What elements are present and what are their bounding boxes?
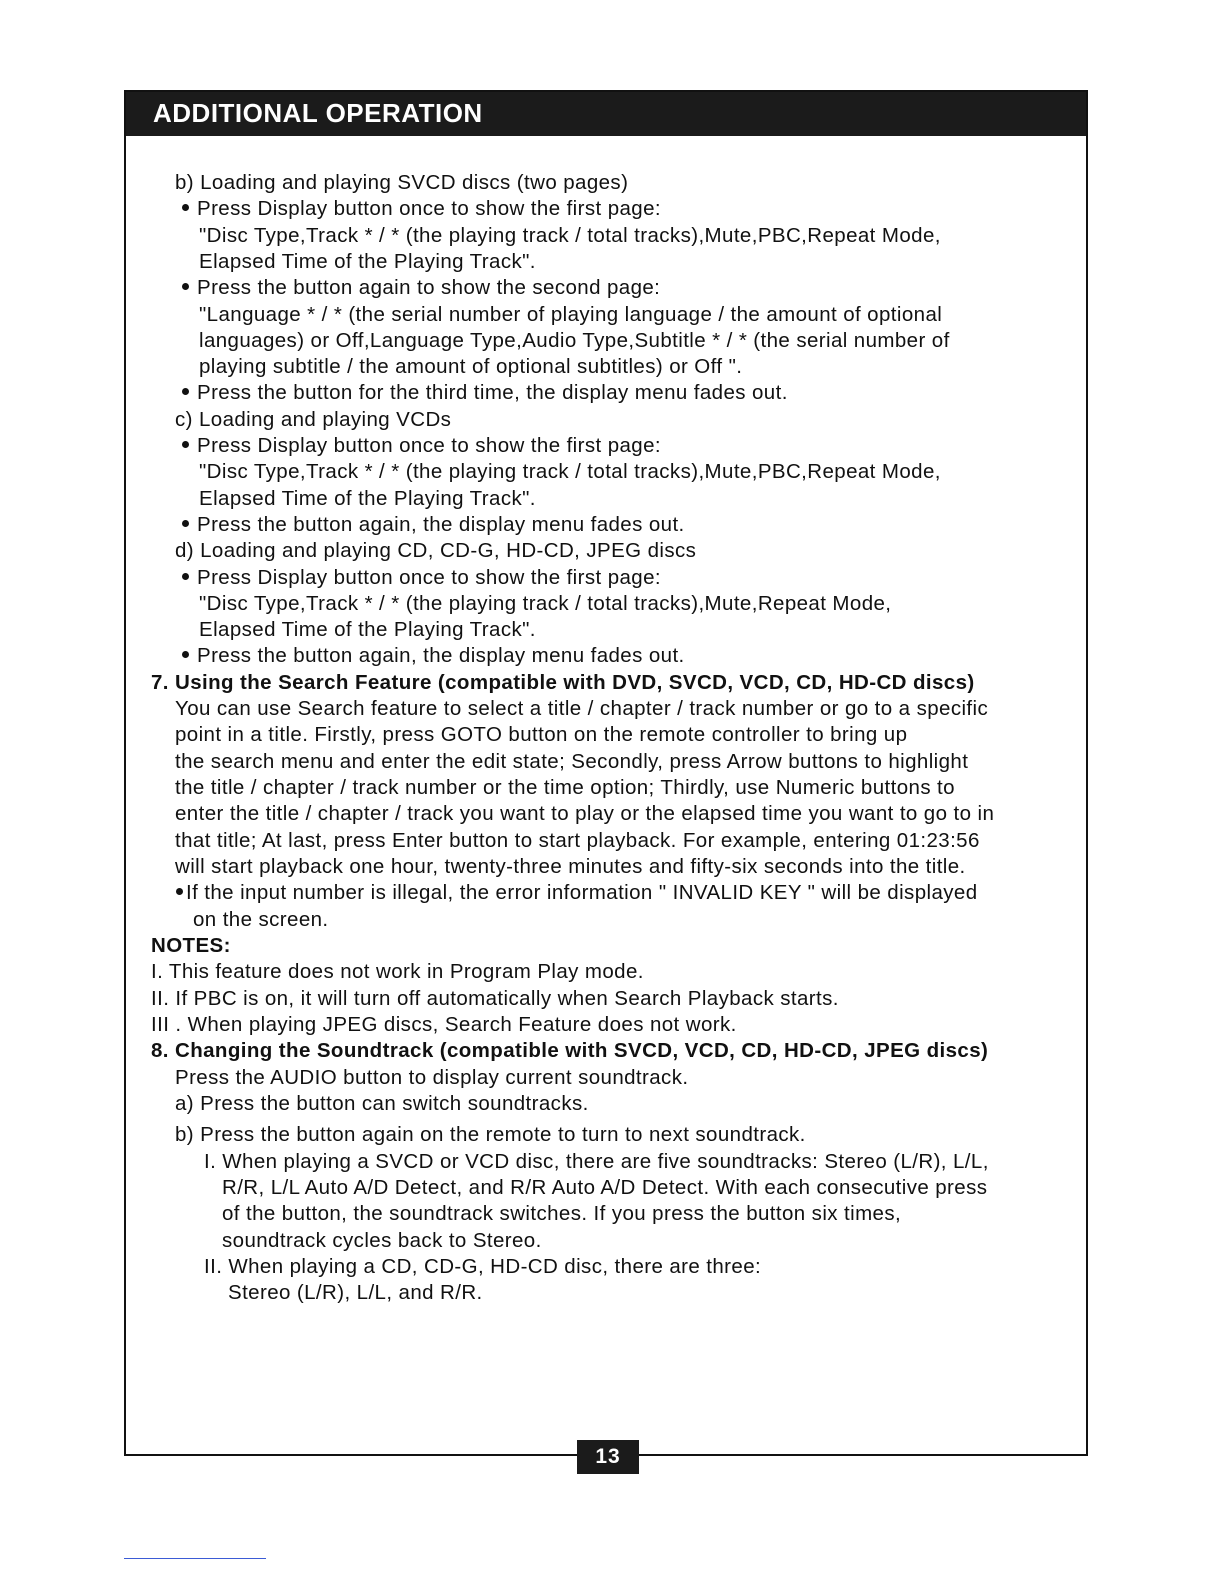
sub-heading-cd: d) Loading and playing CD, CD-G, HD-CD, JPEG discs (175, 539, 697, 562)
bullet-item (182, 565, 661, 591)
text-line: the search menu and enter the edit state; Secondly, press Arrow buttons to highlight (175, 750, 969, 773)
text-line: II. When playing a CD, CD-G, HD-CD disc, there are three: (204, 1255, 762, 1278)
bullet-icon (182, 520, 189, 527)
bullet-icon (176, 888, 183, 895)
sub-heading-vcd: c) Loading and playing VCDs (175, 408, 452, 431)
bullet-item (176, 880, 978, 906)
text-line: on the screen. (193, 908, 329, 931)
text-line: "Disc Type,Track * / * (the playing track / total tracks),Mute,PBC,Repeat Mode, (199, 224, 941, 247)
bullet-text: Press the button again, the display menu fades out. (197, 513, 685, 536)
text-line: of the button, the soundtrack switches. If you press the button six times, (222, 1202, 902, 1225)
text-line: a) Press the button can switch soundtracks. (175, 1092, 589, 1115)
page-number: 13 (577, 1440, 639, 1474)
section-heading-search: 7. Using the Search Feature (compatible with DVD, SVCD, VCD, CD, HD-CD discs) (151, 671, 975, 694)
text-line: languages) or Off,Language Type,Audio Type,Subtitle * / * (the serial number of (199, 329, 950, 352)
sub-heading-svcd: b) Loading and playing SVCD discs (two pages) (175, 171, 629, 194)
bullet-item (182, 380, 788, 406)
bullet-icon (182, 388, 189, 395)
section-heading-soundtrack: 8. Changing the Soundtrack (compatible with SVCD, VCD, CD, HD-CD, JPEG discs) (151, 1039, 989, 1062)
text-line: b) Press the button again on the remote to turn to next soundtrack. (175, 1123, 806, 1146)
bullet-text: Press Display button once to show the first page: (197, 566, 662, 589)
text-line: point in a title. Firstly, press GOTO button on the remote controller to bring up (175, 723, 908, 746)
bullet-icon (182, 283, 189, 290)
note-item: II. If PBC is on, it will turn off automatically when Search Playback starts. (151, 987, 839, 1010)
bullet-icon (182, 651, 189, 658)
text-line: "Language * / * (the serial number of playing language / the amount of optional (199, 303, 943, 326)
bullet-text: Press Display button once to show the first page: (197, 197, 662, 220)
text-line: will start playback one hour, twenty-three minutes and fifty-six seconds into the title. (175, 855, 966, 878)
text-line: Elapsed Time of the Playing Track". (199, 618, 536, 641)
text-line: Elapsed Time of the Playing Track". (199, 487, 536, 510)
text-line: soundtrack cycles back to Stereo. (222, 1229, 542, 1252)
bullet-item (182, 512, 685, 538)
note-item: III . When playing JPEG discs, Search Feature does not work. (151, 1013, 737, 1036)
bullet-icon (182, 441, 189, 448)
text-line: the title / chapter / track number or the time option; Thirdly, use Numeric buttons to (175, 776, 955, 799)
text-line: I. When playing a SVCD or VCD disc, there are five soundtracks: Stereo (L/R), L/L, (204, 1150, 989, 1173)
bullet-text: If the input number is illegal, the error information " INVALID KEY " will be displayed (186, 881, 978, 904)
text-line: Press the AUDIO button to display current soundtrack. (175, 1066, 689, 1089)
footer-rule (124, 1558, 266, 1559)
text-line: "Disc Type,Track * / * (the playing track / total tracks),Mute,Repeat Mode, (199, 592, 892, 615)
note-item: I. This feature does not work in Program Play mode. (151, 960, 644, 983)
bullet-icon (182, 573, 189, 580)
section-title: ADDITIONAL OPERATION (153, 98, 483, 128)
bullet-item (182, 643, 685, 669)
text-line: You can use Search feature to select a title / chapter / track number or go to a specific (175, 697, 989, 720)
text-line: enter the title / chapter / track you want to play or the elapsed time you want to go to in (175, 802, 995, 825)
bullet-text: Press Display button once to show the first page: (197, 434, 662, 457)
text-line: "Disc Type,Track * / * (the playing track / total tracks),Mute,PBC,Repeat Mode, (199, 460, 941, 483)
text-line: Elapsed Time of the Playing Track". (199, 250, 536, 273)
text-line: playing subtitle / the amount of optional subtitles) or Off ". (199, 355, 743, 378)
bullet-text: Press the button again, the display menu fades out. (197, 644, 685, 667)
text-line: Stereo (L/R), L/L, and R/R. (228, 1281, 483, 1304)
text-line: R/R, L/L Auto A/D Detect, and R/R Auto A/D Detect. With each consecutive press (222, 1176, 988, 1199)
bullet-item (182, 433, 661, 459)
bullet-text: Press the button for the third time, the display menu fades out. (197, 381, 788, 404)
bullet-icon (182, 204, 189, 211)
section-header (126, 92, 1086, 136)
text-line: that title; At last, press Enter button to start playback. For example, entering 01:23:56 (175, 829, 980, 852)
notes-heading: NOTES: (151, 934, 231, 957)
bullet-item (182, 196, 661, 222)
bullet-item (182, 275, 660, 301)
bullet-text: Press the button again to show the second page: (197, 276, 661, 299)
